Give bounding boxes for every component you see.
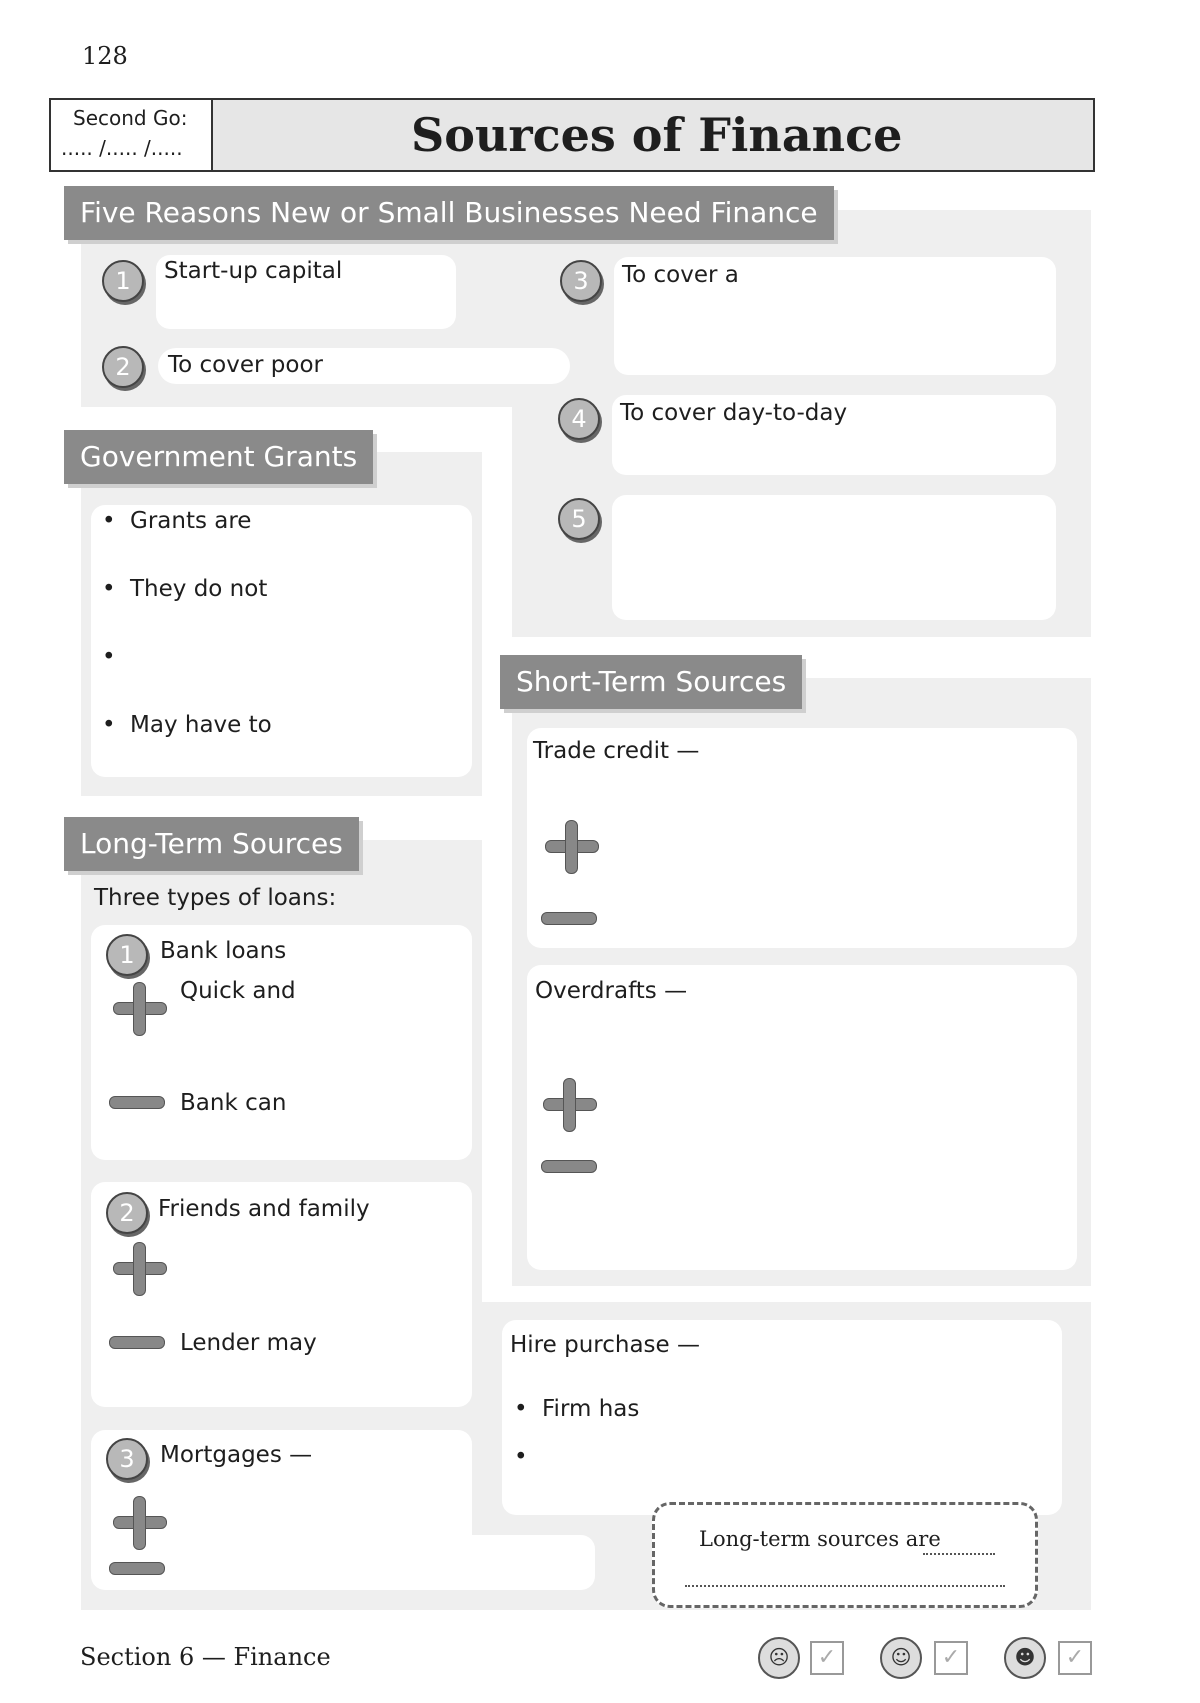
- plus-icon: [113, 982, 165, 1034]
- mortgages-box-extension[interactable]: [400, 1535, 595, 1590]
- long-term-heading: Long-Term Sources: [64, 817, 359, 871]
- bank-loans-minus-text: Bank can: [180, 1090, 287, 1116]
- plus-icon: [113, 1242, 165, 1294]
- sad-face-icon[interactable]: ☹: [758, 1637, 800, 1679]
- long-term-intro: Three types of loans:: [94, 885, 337, 911]
- hire-purchase-title: Hire purchase —: [510, 1332, 700, 1358]
- grants-bullet-2: • They do not: [130, 576, 267, 602]
- title-bar: [49, 98, 1095, 172]
- grants-bullet-1: • Grants are: [130, 508, 251, 534]
- bank-loans-number: 1: [106, 934, 148, 976]
- friends-family-minus-text: Lender may: [180, 1330, 317, 1356]
- bank-loans-plus-text: Quick and: [180, 978, 296, 1004]
- friends-family-title: Friends and family: [158, 1196, 370, 1222]
- short-term-heading: Short-Term Sources: [500, 655, 802, 709]
- second-go-box: [51, 100, 213, 170]
- neutral-face-icon[interactable]: ☺: [880, 1637, 922, 1679]
- reason-5-box[interactable]: [612, 495, 1056, 620]
- reason-3-number: 3: [560, 260, 602, 302]
- reason-1-text: Start-up capital: [164, 258, 343, 284]
- checkbox-icon[interactable]: ✓: [1058, 1641, 1092, 1675]
- summary-blank-1[interactable]: [923, 1553, 995, 1555]
- checkbox-icon[interactable]: ✓: [810, 1641, 844, 1675]
- minus-icon: [109, 1336, 165, 1349]
- mortgages-title: Mortgages —: [160, 1442, 313, 1468]
- section-footer: Section 6 — Finance: [80, 1643, 331, 1671]
- hire-purchase-bullet-1: • Firm has: [542, 1396, 639, 1422]
- bank-loans-title: Bank loans: [160, 938, 287, 964]
- summary-text: Long-term sources are: [699, 1527, 941, 1551]
- trade-credit-title: Trade credit —: [533, 738, 700, 764]
- checkbox-icon[interactable]: ✓: [934, 1641, 968, 1675]
- reason-1-number: 1: [102, 260, 144, 302]
- reason-2-text: To cover poor: [168, 352, 323, 378]
- reasons-heading: Five Reasons New or Small Businesses Need Finance: [64, 186, 834, 240]
- reason-2-number: 2: [102, 346, 144, 388]
- reason-4-number: 4: [558, 398, 600, 440]
- plus-icon: [113, 1496, 165, 1548]
- friends-family-number: 2: [106, 1192, 148, 1234]
- grants-heading: Government Grants: [64, 430, 373, 484]
- summary-note[interactable]: [652, 1502, 1038, 1608]
- minus-icon: [541, 1160, 597, 1173]
- plus-icon: [543, 1078, 595, 1130]
- minus-icon: [541, 912, 597, 925]
- reason-4-text: To cover day-to-day: [620, 400, 848, 426]
- happy-face-icon[interactable]: ☻: [1004, 1637, 1046, 1679]
- page-number: 128: [82, 42, 128, 70]
- minus-icon: [109, 1562, 165, 1575]
- minus-icon: [109, 1096, 165, 1109]
- reason-5-number: 5: [558, 498, 600, 540]
- overdrafts-title: Overdrafts —: [535, 978, 688, 1004]
- page-title: Sources of Finance: [411, 108, 903, 162]
- second-go-date[interactable]: ..... /..... /.....: [61, 136, 183, 160]
- second-go-label: Second Go:: [73, 106, 188, 130]
- mortgages-number: 3: [106, 1438, 148, 1480]
- reason-3-text: To cover a: [622, 262, 739, 288]
- plus-icon: [545, 820, 597, 872]
- overdrafts-box[interactable]: [527, 965, 1077, 1270]
- grants-bullet-4: • May have to: [130, 712, 272, 738]
- summary-blank-2[interactable]: [685, 1585, 1005, 1587]
